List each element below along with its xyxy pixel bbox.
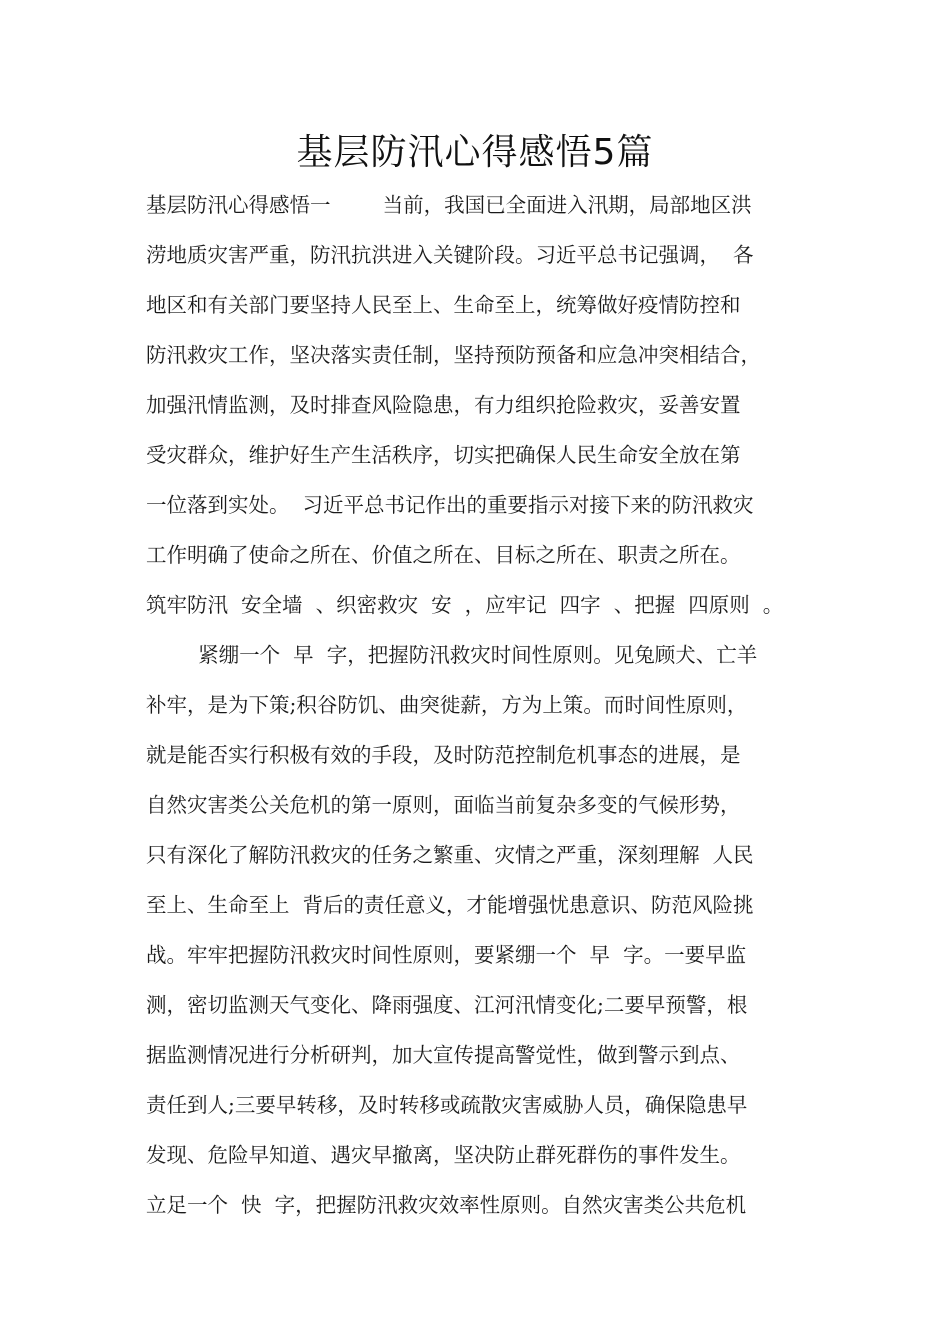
text-line: 补牢，是为下策;积谷防饥、曲突徙薪，方为上策。而时间性原则， (146, 693, 748, 717)
text-line: 自然灾害类公关危机的第一原则，面临当前复杂多变的气候形势， (146, 793, 741, 817)
text-line: 涝地质灾害严重，防汛抗洪进入关键阶段。习近平总书记强调， 各 (146, 243, 754, 267)
text-line: 地区和有关部门要坚持人民至上、生命至上，统筹做好疫情防控和 (146, 293, 741, 317)
text-line: 就是能否实行积极有效的手段，及时防范控制危机事态的进展，是 (146, 743, 741, 767)
text-line: 一位落到实处。 习近平总书记作出的重要指示对接下来的防汛救灾 (146, 493, 754, 517)
text-line: 工作明确了使命之所在、价值之所在、目标之所在、职责之所在。 (146, 543, 741, 567)
text-line: 据监测情况进行分析研判，加大宣传提高警觉性，做到警示到点、 (146, 1043, 741, 1067)
document-body (146, 180, 822, 1230)
text-line: 战。牢牢把握防汛救灾时间性原则，要紧绷一个 早 字。一要早监 (146, 943, 747, 967)
text-line: 防汛救灾工作，坚决落实责任制，坚持预防预备和应急冲突相结合， (146, 343, 761, 367)
text-line: 紧绷一个 早 字，把握防汛救灾时间性原则。见兔顾犬、亡羊 (146, 643, 758, 667)
text-line: 基层防汛心得感悟一 当前，我国已全面进入汛期，局部地区洪 (146, 193, 752, 217)
text-line: 测，密切监测天气变化、降雨强度、江河汛情变化;二要早预警，根 (146, 993, 748, 1017)
text-line: 加强汛情监测，及时排查风险隐患，有力组织抢险救灾，妥善安置 (146, 393, 741, 417)
document-title: 基层防汛心得感悟5篇 (296, 132, 654, 173)
text-line: 立足一个 快 字，把握防汛救灾效率性原则。自然灾害类公共危机 (146, 1193, 747, 1217)
text-line: 发现、危险早知道、遇灾早撤离，坚决防止群死群伤的事件发生。 (146, 1143, 741, 1167)
text-line: 责任到人;三要早转移，及时转移或疏散灾害威胁人员，确保隐患早 (146, 1093, 748, 1117)
text-line: 受灾群众，维护好生产生活秩序，切实把确保人民生命安全放在第 (146, 443, 741, 467)
text-line: 至上、生命至上 背后的责任意义，才能增强忧患意识、防范风险挑 (146, 893, 754, 917)
text-line: 筑牢防汛 安全墙 、织密救灾 安 ，应牢记 四字 、把握 四原则 。 (146, 593, 784, 617)
text-line: 只有深化了解防汛救灾的任务之繁重、灾情之严重，深刻理解 人民 (146, 843, 754, 867)
